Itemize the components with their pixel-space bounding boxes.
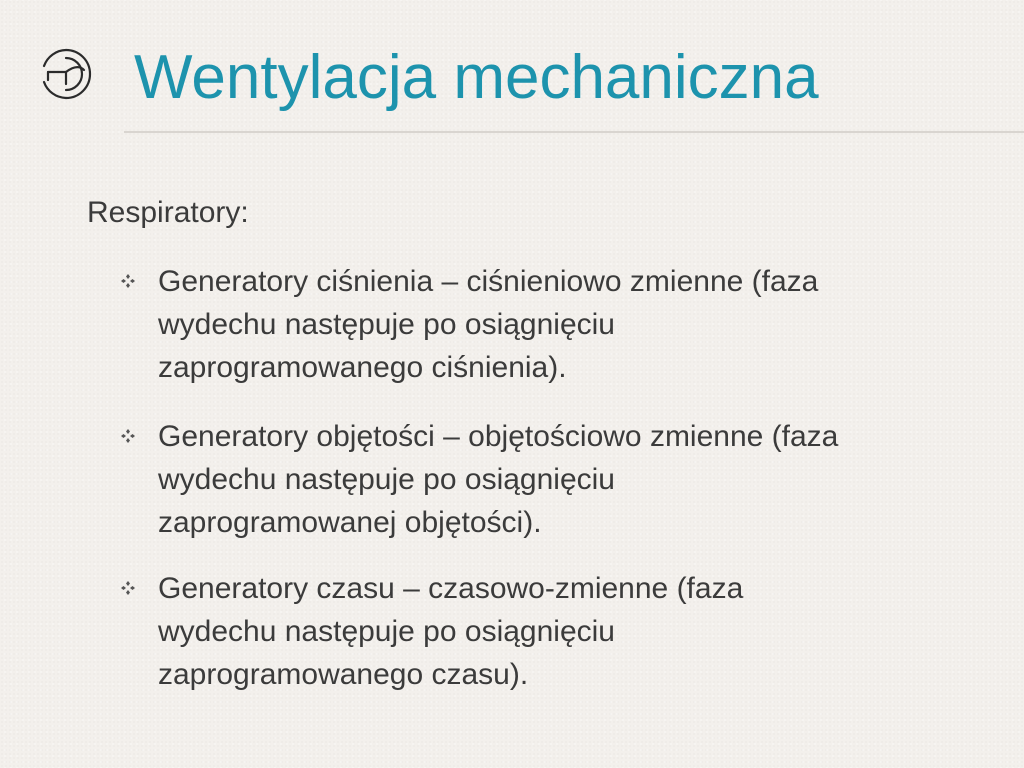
bullet-text <box>158 415 998 544</box>
bullet-line: Generatory objętości – objętościowo zmienne (faza <box>158 420 839 453</box>
circular-leaf-logo-icon <box>36 44 96 104</box>
bullet-line: wydechu następuje po osiągnięciu <box>158 615 615 648</box>
page-title: Wentylacja mechaniczna <box>134 43 819 112</box>
four-diamond-bullet-icon <box>120 580 136 596</box>
title-divider <box>124 131 1024 133</box>
bullet-text <box>158 567 998 696</box>
bullet-line: wydechu następuje po osiągnięciu <box>158 308 615 341</box>
four-diamond-bullet-icon <box>120 273 136 289</box>
bullet-line: zaprogramowanego czasu). <box>158 658 529 691</box>
bullet-line: zaprogramowanej objętości). <box>158 506 542 539</box>
bullet-text <box>158 260 998 389</box>
section-heading: Respiratory: <box>87 196 249 229</box>
four-diamond-bullet-icon <box>120 428 136 444</box>
bullet-line: Generatory czasu – czasowo-zmienne (faza <box>158 572 744 605</box>
bullet-line: Generatory ciśnienia – ciśnieniowo zmienne (faza <box>158 265 819 298</box>
bullet-line: zaprogramowanego ciśnienia). <box>158 351 567 384</box>
bullet-line: wydechu następuje po osiągnięciu <box>158 463 615 496</box>
